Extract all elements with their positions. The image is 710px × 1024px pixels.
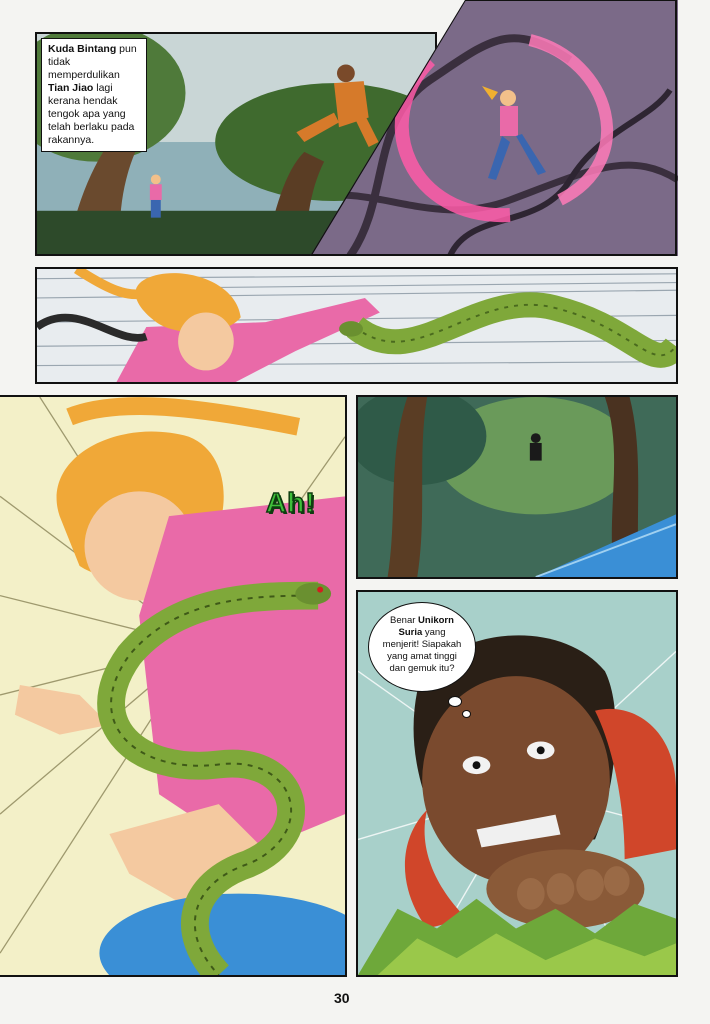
girl-figure-small	[150, 174, 162, 217]
caption-text-1: pun tidak memperdulikan	[48, 43, 137, 81]
distant-silhouette	[530, 433, 542, 460]
thought-dot-large	[448, 696, 462, 707]
panel-3-snake-grab	[35, 267, 678, 384]
caption-text-2: lagi kerana hendak tengok apa yang telah berlaku pada rakannya.	[48, 82, 135, 146]
sfx-ah: Ah!	[266, 487, 316, 518]
thought-bubble	[368, 602, 476, 692]
panel-5-forest-river	[356, 395, 678, 579]
thought-dot-small	[462, 710, 471, 718]
panel-6-wild-man	[356, 590, 678, 977]
panel-4-art	[0, 397, 345, 975]
panel-5-art	[358, 397, 676, 577]
caption-name-tian-jiao: Tian Jiao	[48, 82, 94, 94]
bubble-name-unikorn-suria: Unikorn Suria	[398, 615, 454, 638]
panel-4-snake-coil	[0, 395, 347, 977]
bubble-text-1: Benar	[390, 615, 419, 626]
panel-3-art	[37, 269, 676, 382]
bubble-text-2: yang menjerit! Siapakah yang amat tinggi dan gemuk itu?	[382, 627, 462, 674]
caption-name-kuda-bintang: Kuda Bintang	[48, 43, 117, 55]
narration-caption	[41, 38, 147, 152]
page-number: 30	[334, 990, 350, 1006]
